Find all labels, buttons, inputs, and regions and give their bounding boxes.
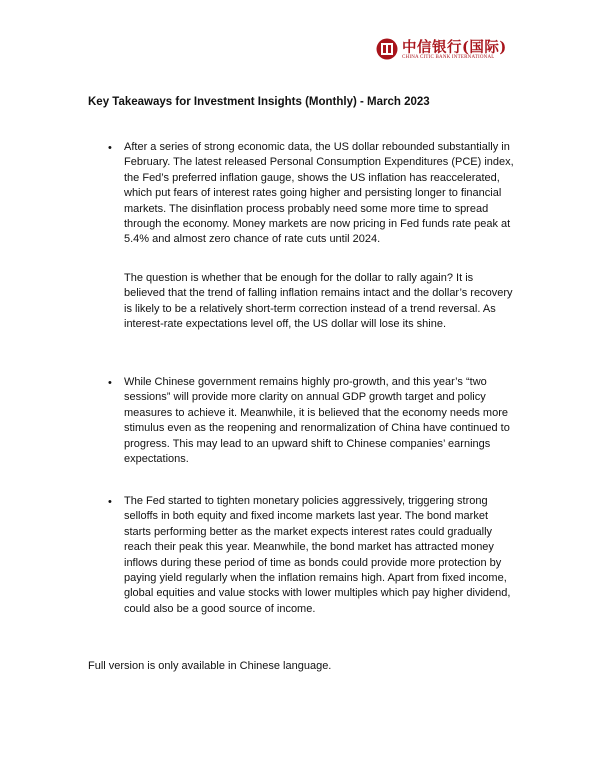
citic-logo-icon (376, 38, 398, 60)
section-2-paragraph-1: While Chinese government remains highly pro-growth, and this year’s “two sessions” will provide more clarity on annual GDP growth target and policy measures to achieve it. Meanwhile, it is believed that the economy needs more stimulus even as the reopening and renormalization of China have continued to progress. This may lead to an upward shift to Chinese companies’ earnings expectations. (124, 376, 510, 466)
bullet-marker: • (108, 377, 112, 389)
bank-logo (376, 36, 526, 64)
document-title: Key Takeaways for Investment Insights (Monthly) - March 2023 (88, 96, 430, 108)
logo-english-name: CHINA CITIC BANK INTERNATIONAL (402, 55, 495, 60)
section-1-paragraph-2: The question is whether that be enough for the dollar to rally again? It is believed that the trend of falling inflation remains intact and the dollar’s recovery is likely to be a relatively short-term correction instead of a trend reversal. As interest-rate expectations level off, the US dollar will lose its shine. (124, 272, 513, 331)
section-3-paragraph-1: The Fed started to tighten monetary policies aggressively, triggering strong selloffs in both equity and fixed income markets last year. The bond market starts performing better as the market expects interest rates could gradually reach their peak this year. Meanwhile, the bond market has attracted money inflows during these period of time as bonds could provide more protection by paying yield regularly when the inflation remains high. Apart from fixed income, global equities and value stocks with lower multiples which pay higher dividend, could also be a good source of income. (124, 495, 511, 615)
logo-chinese-name: 中信银行(国际) (402, 39, 507, 56)
bullet-marker: • (108, 496, 112, 508)
section-1-paragraph-1: After a series of strong economic data, the US dollar rebounded substantially in February. The latest released Personal Consumption Expenditures (PCE) index, the Fed’s preferred inflation gauge, shows the US inflation has reaccelerated, which put fears of interest rates going higher and persisting longer to financial markets. The disinflation process probably need some more time to spread through the economy. Money markets are now pricing in Fed funds rate peak at 5.4% and almost zero chance of rate cuts until 2024. (124, 141, 514, 246)
bullet-marker: • (108, 142, 112, 154)
footer-note: Full version is only available in Chinese language. (88, 660, 332, 672)
